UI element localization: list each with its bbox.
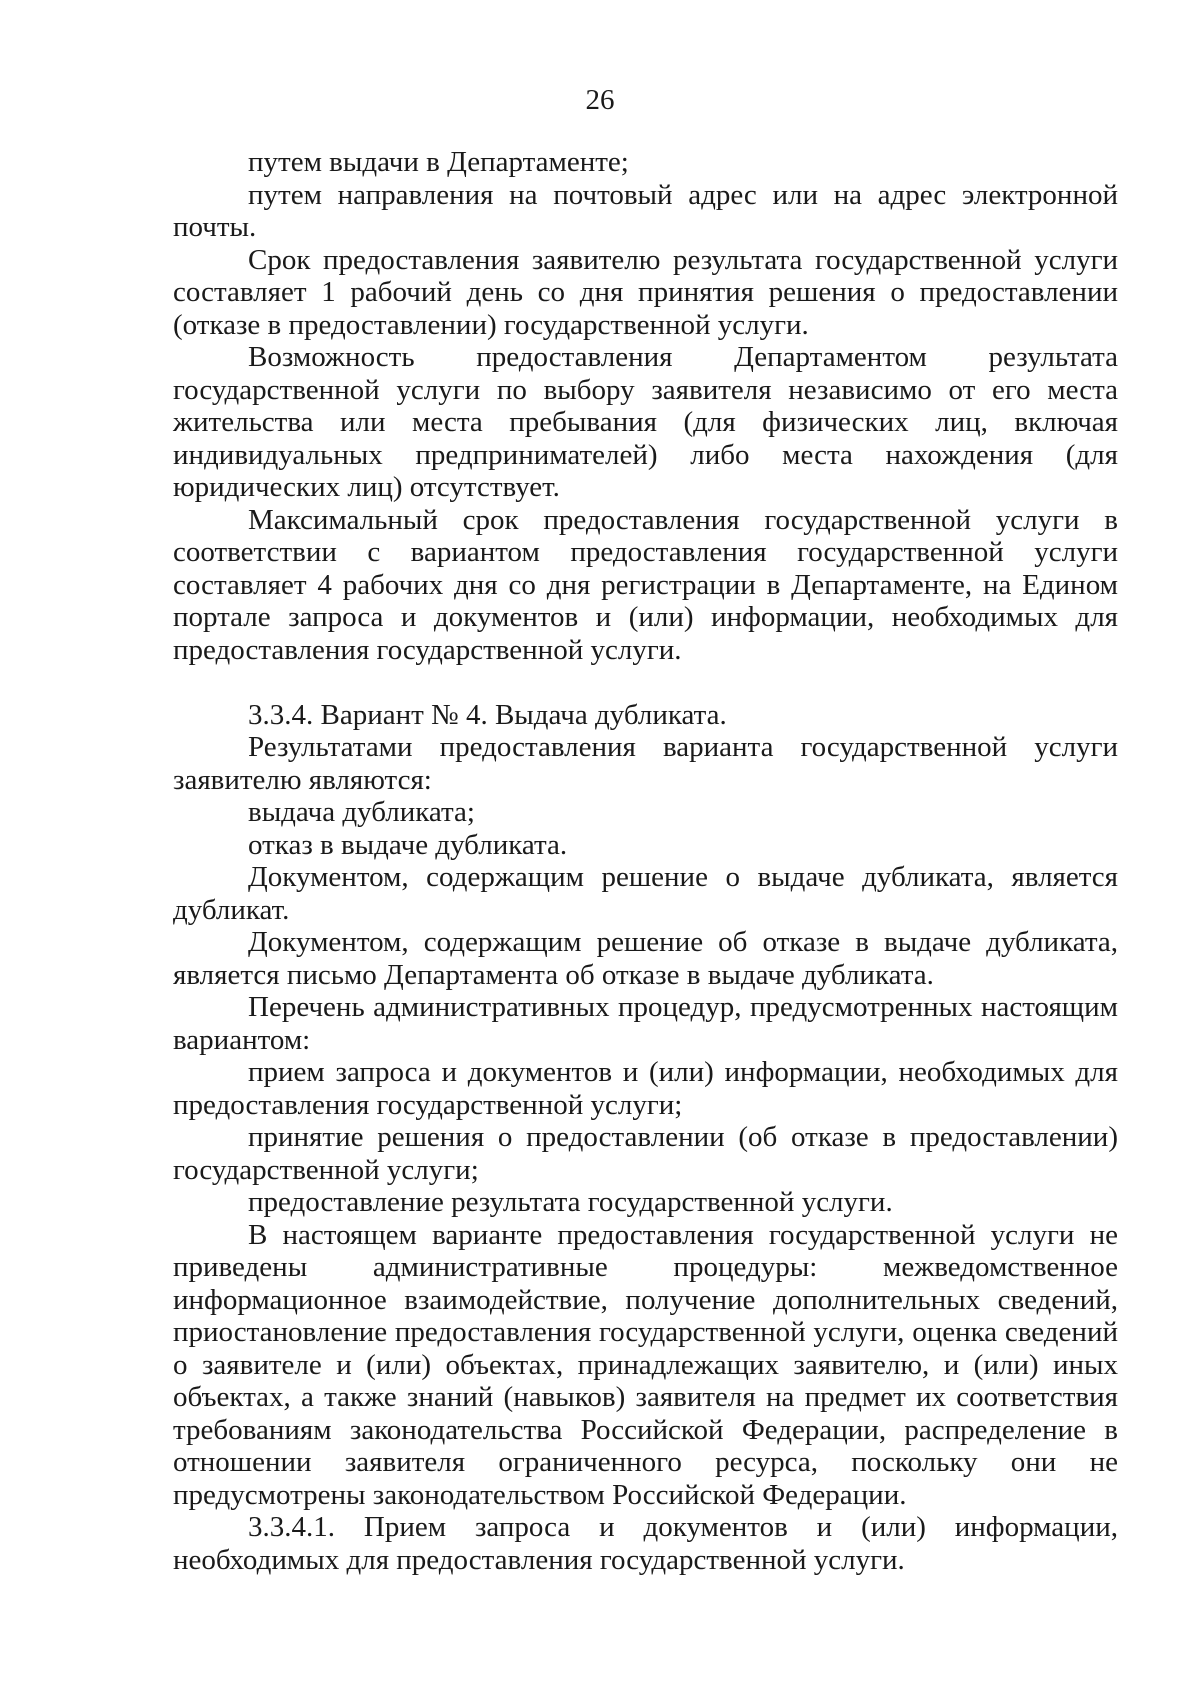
paragraph: Возможность предоставления Департаментом результата государственной услуги по выбору заявителя независимо от его места жительства или места пребывания (для физических лиц, включая индивидуальных предпринимателей) либо места нахождения (для юридических лиц) отсутствует. (173, 341, 1118, 503)
subsection-heading: 3.3.4.1. Прием запроса и документов и (или) информации, необходимых для предоставления государственной услуги. (173, 1511, 1118, 1576)
paragraph: путем направления на почтовый адрес или на адрес электронной почты. (173, 178, 1118, 243)
section-heading: 3.3.4. Вариант № 4. Выдача дубликата. (248, 698, 727, 731)
list-item: выдача дубликата; (248, 796, 475, 828)
paragraph: Максимальный срок предоставления государственной услуги в соответствии с вариантом предоставления государственной услуги составляет 4 рабочих дня со дня регистрации в Департаменте, на Едином портале запроса и документов и (или) информации, необходимых для предоставления государственной услуги. (173, 503, 1118, 666)
paragraph: Документом, содержащим решение о выдаче дубликата, является дубликат. (173, 861, 1118, 926)
paragraph-spacer (173, 666, 1118, 699)
document-body (173, 146, 1118, 1576)
page-number: 26 (585, 84, 615, 116)
list-item: прием запроса и документов и (или) информации, необходимых для предоставления государственной услуги; (173, 1056, 1118, 1121)
paragraph: Результатами предоставления варианта государственной услуги заявителю являются: (173, 731, 1118, 796)
list-item: предоставление результата государственной услуги. (248, 1186, 893, 1218)
paragraph: путем выдачи в Департаменте; (248, 146, 629, 178)
paragraph: В настоящем варианте предоставления государственной услуги не приведены административные процедуры: межведомственное информационное взаимодействие, получение дополнительных сведений, приостановление предоставления государственной услуги, оценка сведений о заявителе и (или) объектах, принадлежащих заявителю, и (или) иных объектах, а также знаний (навыков) заявителя на предмет их соответствия требованиям законодательства Российской Федерации, распределение в отношении заявителя ограниченного ресурса, поскольку они не предусмотрены законодательством Российской Федерации. (173, 1218, 1118, 1511)
paragraph: Документом, содержащим решение об отказе в выдаче дубликата, является письмо Департамента об отказе в выдаче дубликата. (173, 926, 1118, 991)
list-item: отказ в выдаче дубликата. (248, 828, 568, 861)
paragraph: Срок предоставления заявителю результата государственной услуги составляет 1 рабочий день со дня принятия решения о предоставлении (отказе в предоставлении) государственной услуги. (173, 243, 1118, 341)
paragraph: Перечень административных процедур, предусмотренных настоящим вариантом: (173, 991, 1118, 1056)
list-item: принятие решения о предоставлении (об отказе в предоставлении) государственной услуги; (173, 1121, 1118, 1186)
